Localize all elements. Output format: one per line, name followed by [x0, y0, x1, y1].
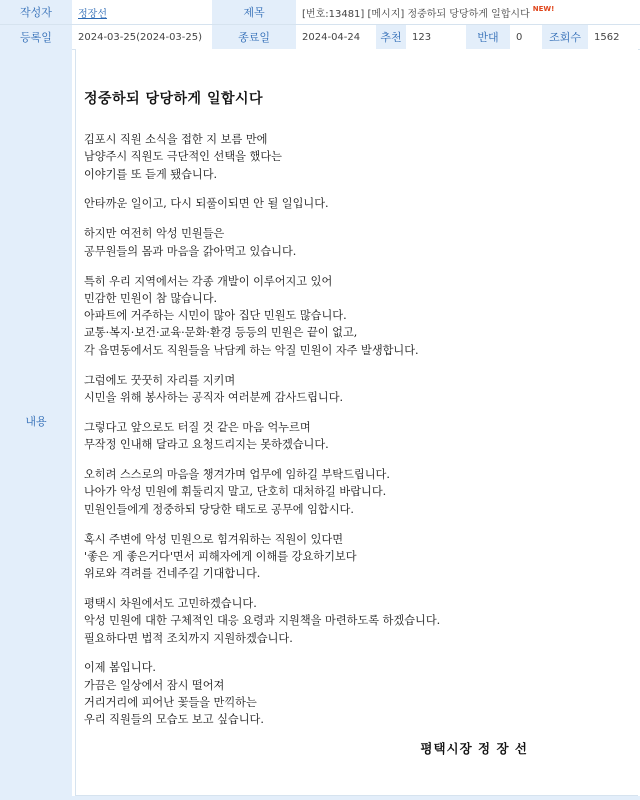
- message-line: 시민을 위해 봉사하는 공직자 여러분께 감사드립니다.: [84, 390, 344, 404]
- message-line: 위로와 격려를 건네주길 기대합니다.: [84, 567, 261, 581]
- subject-label: 제목: [212, 0, 296, 25]
- recommend-value: 123: [406, 25, 466, 50]
- enddate-value: 2024-04-24: [296, 25, 376, 50]
- message-paragraph: [84, 131, 632, 183]
- content-row: [0, 49, 640, 800]
- message-title: 정중하되 당당하게 일합시다: [84, 91, 264, 107]
- enddate-label: 종료일: [212, 25, 296, 50]
- message-line: 무작정 인내해 달라고 요청드리지는 못하겠습니다.: [84, 438, 329, 452]
- post-meta-table: [0, 0, 640, 50]
- message-paragraph: [84, 195, 632, 212]
- message-line: 남양주시 직원도 극단적인 선택을 했다는: [84, 150, 282, 164]
- message-line: 가끔은 일상에서 잠시 떨어져: [84, 678, 225, 692]
- regdate-value: 2024-03-25(2024-03-25): [72, 25, 212, 50]
- message-line: 특히 우리 지역에서는 각종 개발이 이루어지고 있어: [84, 274, 333, 288]
- message-line: 나아가 악성 민원에 휘둘리지 말고, 단호히 대처하길 바랍니다.: [84, 485, 387, 499]
- author-link[interactable]: 정장선: [78, 8, 107, 20]
- message-line: 오히려 스스로의 마음을 챙겨가며 업무에 임하길 부탁드립니다.: [84, 468, 390, 482]
- message-line: 평택시 차원에서도 고민하겠습니다.: [84, 596, 257, 610]
- message-paragraph: [84, 419, 632, 454]
- oppose-value: 0: [510, 25, 542, 50]
- message-paragraph: [84, 531, 632, 583]
- regdate-label: 등록일: [0, 25, 72, 50]
- message-line: '좋은 게 좋은거다'면서 피해자에게 이해를 강요하기보다: [84, 549, 357, 563]
- message-line: 아파트에 거주하는 시민이 많아 집단 민원도 많습니다.: [84, 309, 347, 323]
- message-paragraph: [84, 595, 632, 647]
- content-label: 내용: [25, 415, 47, 428]
- meta-row-1: [0, 0, 640, 25]
- bottom-border: [0, 796, 640, 800]
- message-line: 우리 직원들의 모습도 보고 싶습니다.: [84, 713, 264, 727]
- subject-text: [번호:13481] [메시지] 정중하되 당당하게 일합시다: [302, 8, 530, 20]
- message-line: 그럼에도 꿋꿋히 자리를 지키며: [84, 373, 236, 387]
- message-line: 그렇다고 앞으로도 터질 것 같은 마음 억누르며: [84, 420, 311, 434]
- subject-cell: [296, 0, 640, 25]
- message-paragraph: [84, 372, 632, 407]
- message-line: 민감한 민원이 참 많습니다.: [84, 291, 218, 305]
- message-line: 거리거리에 피어난 꽃들을 만끽하는: [84, 696, 257, 710]
- signature: 평택시장 정 장 선: [420, 741, 528, 756]
- message-line: 민원인들에게 정중하되 당당한 태도로 공무에 임합시다.: [84, 502, 354, 516]
- message-line: 필요하다면 법적 조치까지 지원하겠습니다.: [84, 631, 293, 645]
- author-cell: [72, 0, 212, 25]
- new-badge: NEW!: [532, 4, 555, 13]
- message-line: 공무원들의 몸과 마음을 갉아먹고 있습니다.: [84, 244, 297, 258]
- message-paragraph: [84, 273, 632, 359]
- message-paragraphs: [84, 131, 632, 741]
- oppose-label: 반대: [466, 25, 510, 50]
- message-line: 교통·복지·보건·교육·문화·환경 등등의 민원은 끝이 없고,: [84, 326, 358, 340]
- views-label: 조회수: [542, 25, 588, 50]
- message-line: 김포시 직원 소식을 접한 지 보름 만에: [84, 133, 268, 146]
- content-body: [75, 49, 638, 796]
- message-line: 이제 봄입니다.: [84, 661, 156, 675]
- meta-row-2: [0, 25, 640, 50]
- author-label: 작성자: [0, 0, 72, 25]
- message-line: 혹시 주변에 악성 민원으로 힘겨워하는 직원이 있다면: [84, 532, 344, 546]
- recommend-label: 추천: [376, 25, 406, 50]
- views-value: 1562: [588, 25, 640, 50]
- message-paragraph: [84, 659, 632, 728]
- message-paragraph: [84, 225, 632, 260]
- message-line: 이야기를 또 듣게 됐습니다.: [84, 167, 218, 181]
- message-line: 안타까운 일이고, 다시 되풀이되면 안 될 일입니다.: [84, 197, 329, 211]
- message-line: 악성 민원에 대한 구체적인 대응 요령과 지원책을 마련하도록 하겠습니다.: [84, 614, 441, 628]
- message-line: 하지만 여전히 악성 민원들은: [84, 227, 225, 241]
- message-paragraph: [84, 466, 632, 518]
- content-label-cell: [0, 49, 72, 800]
- message-line: 각 읍면동에서도 직원들을 낙담케 하는 악질 민원이 자주 발생합니다.: [84, 343, 419, 357]
